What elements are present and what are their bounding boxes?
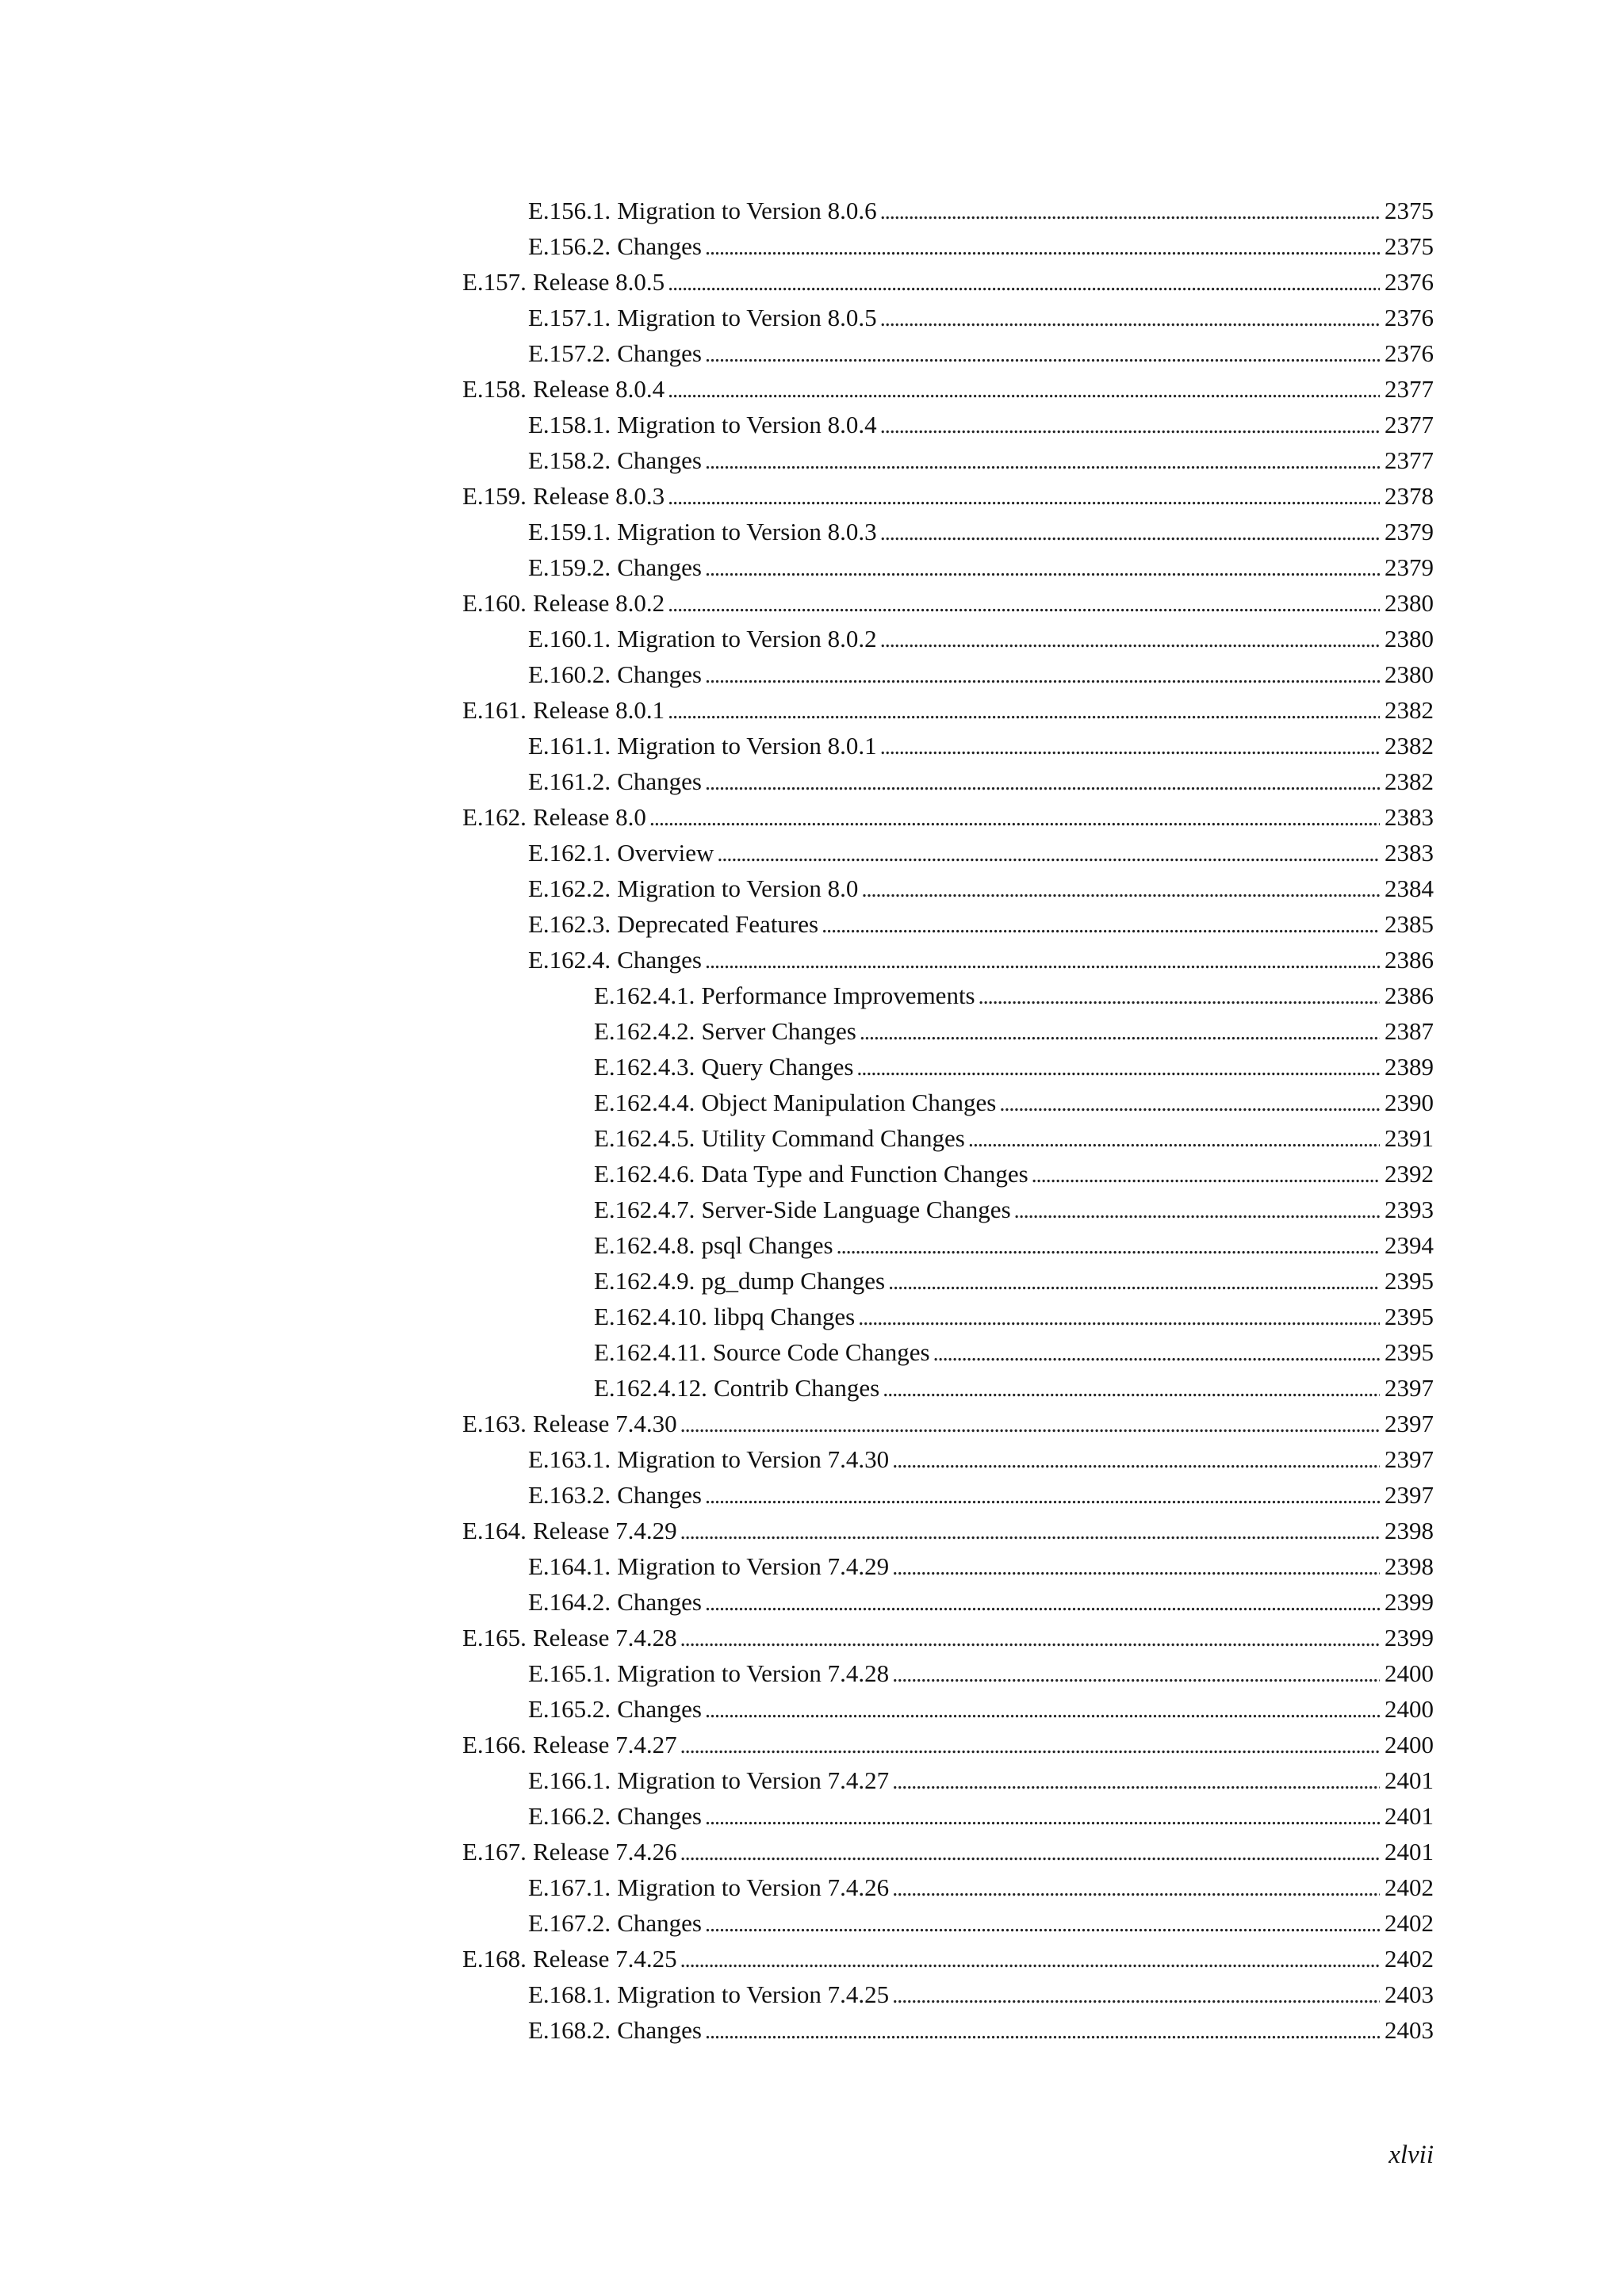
toc-entry-number: E.166.2. [528,1802,611,1830]
toc-entry-title: Utility Command Changes [701,1124,965,1152]
toc-dot-leader [892,1655,1380,1693]
toc-entry-page: 2380 [1385,625,1434,652]
toc-entry[interactable] [462,1156,1434,1192]
toc-entry-number: E.161.2. [528,767,611,795]
toc-entry-page: 2394 [1385,1231,1434,1259]
toc-entry[interactable] [462,656,1434,692]
toc-entry-page: 2377 [1385,375,1434,403]
toc-entry-title: pg_dump Changes [701,1267,886,1295]
toc-entry-title: Changes [617,339,702,367]
toc-entry[interactable] [462,300,1434,335]
toc-entry-number: E.167. [462,1838,527,1866]
toc-entry[interactable] [462,228,1434,264]
toc-dot-leader [1014,1192,1380,1229]
toc-dot-leader [933,1334,1380,1372]
toc-entry-page: 2399 [1385,1624,1434,1651]
toc-entry-title: Migration to Version 7.4.27 [617,1766,890,1794]
toc-entry-title: Release 8.0.1 [532,696,665,724]
toc-dot-leader [883,1370,1380,1407]
toc-entry-number: E.162.4.9. [594,1267,695,1295]
toc-entry[interactable] [462,1477,1434,1513]
toc-entry[interactable] [462,621,1434,656]
toc-entry-number: E.166.1. [528,1766,611,1794]
toc-dot-leader [668,478,1380,515]
toc-entry-number: E.165. [462,1624,527,1651]
toc-entry[interactable] [462,1976,1434,2012]
toc-dot-leader [680,1727,1380,1764]
toc-entry[interactable] [462,549,1434,585]
toc-entry-number: E.159.2. [528,553,611,581]
toc-entry[interactable] [462,728,1434,763]
toc-entry-page: 2402 [1385,1945,1434,1973]
toc-entry-number: E.159.1. [528,518,611,545]
toc-dot-leader [858,1299,1380,1336]
toc-entry-title: Migration to Version 7.4.30 [617,1445,890,1473]
toc-dot-leader [892,1976,1380,2014]
toc-entry[interactable] [462,978,1434,1013]
toc-entry[interactable] [462,799,1434,835]
table-of-contents [462,193,1434,2048]
toc-entry-page: 2397 [1385,1481,1434,1509]
toc-entry[interactable] [462,1299,1434,1334]
toc-dot-leader [680,1513,1380,1550]
toc-entry-title: Migration to Version 7.4.26 [617,1873,890,1901]
toc-dot-leader [705,1905,1380,1942]
page-number: xlvii [1388,2141,1434,2169]
toc-dot-leader [668,371,1380,408]
toc-entry-page: 2402 [1385,1873,1434,1901]
toc-dot-leader [705,335,1380,373]
toc-entry-title: Migration to Version 7.4.29 [617,1552,890,1580]
toc-entry-number: E.168.1. [528,1980,611,2008]
toc-entry[interactable] [462,1049,1434,1085]
toc-entry-page: 2395 [1385,1303,1434,1330]
toc-entry-page: 2380 [1385,660,1434,688]
toc-entry[interactable] [462,1941,1434,1976]
toc-dot-leader [668,692,1380,729]
toc-entry-number: E.164.1. [528,1552,611,1580]
toc-entry-number: E.162.4.10. [594,1303,707,1330]
toc-dot-leader [717,835,1380,872]
toc-entry[interactable] [462,1513,1434,1548]
toc-entry-number: E.166. [462,1731,527,1758]
toc-entry-number: E.164. [462,1517,527,1544]
toc-entry-number: E.157.2. [528,339,611,367]
toc-dot-leader [668,585,1380,622]
toc-dot-leader [705,2012,1380,2049]
toc-entry-title: Release 7.4.30 [532,1410,677,1437]
toc-entry[interactable] [462,407,1434,442]
toc-entry-page: 2403 [1385,1980,1434,2008]
toc-entry-page: 2375 [1385,232,1434,260]
toc-entry[interactable] [462,1406,1434,1441]
toc-dot-leader [668,264,1380,301]
toc-entry-number: E.163. [462,1410,527,1437]
toc-entry-title: Migration to Version 8.0.6 [617,197,877,224]
toc-entry[interactable] [462,1655,1434,1691]
toc-dot-leader [705,942,1380,979]
toc-entry-page: 2379 [1385,553,1434,581]
toc-entry-number: E.162.3. [528,910,611,938]
toc-entry-title: Changes [617,232,702,260]
toc-entry-number: E.165.2. [528,1695,611,1723]
toc-entry[interactable] [462,478,1434,514]
toc-entry-page: 2383 [1385,839,1434,867]
toc-entry[interactable] [462,1727,1434,1762]
toc-entry-title: Server-Side Language Changes [701,1196,1011,1223]
toc-entry[interactable] [462,835,1434,871]
toc-entry[interactable] [462,1798,1434,1834]
toc-entry[interactable] [462,1441,1434,1477]
toc-entry-page: 2379 [1385,518,1434,545]
toc-entry-page: 2385 [1385,910,1434,938]
toc-entry-page: 2390 [1385,1089,1434,1116]
toc-entry-page: 2387 [1385,1017,1434,1045]
toc-entry-title: Contrib Changes [713,1374,880,1402]
toc-entry-title: Query Changes [701,1053,854,1081]
toc-entry-page: 2395 [1385,1338,1434,1366]
toc-entry-number: E.160. [462,589,527,617]
toc-entry-page: 2383 [1385,803,1434,831]
toc-entry[interactable] [462,1869,1434,1905]
toc-dot-leader [892,1869,1380,1907]
toc-entry-title: Release 8.0 [532,803,646,831]
toc-entry-number: E.162.4.5. [594,1124,695,1152]
toc-entry-number: E.168.2. [528,2016,611,2044]
toc-entry-page: 2401 [1385,1766,1434,1794]
toc-entry-title: Release 7.4.29 [532,1517,677,1544]
toc-entry-number: E.167.2. [528,1909,611,1937]
toc-entry-page: 2377 [1385,411,1434,438]
toc-entry-number: E.164.2. [528,1588,611,1616]
toc-entry-number: E.162.4.2. [594,1017,695,1045]
toc-entry-title: Changes [617,446,702,474]
toc-entry-page: 2395 [1385,1267,1434,1295]
toc-entry-number: E.160.1. [528,625,611,652]
toc-entry[interactable] [462,1905,1434,1941]
toc-entry-title: Release 8.0.4 [532,375,665,403]
toc-entry-number: E.163.1. [528,1445,611,1473]
toc-entry-number: E.157.1. [528,304,611,331]
toc-entry-page: 2382 [1385,732,1434,760]
toc-entry[interactable] [462,264,1434,300]
toc-entry[interactable] [462,1584,1434,1620]
toc-dot-leader [892,1548,1380,1586]
toc-entry-title: Data Type and Function Changes [701,1160,1028,1188]
toc-entry-page: 2400 [1385,1731,1434,1758]
toc-entry-number: E.168. [462,1945,527,1973]
toc-entry-number: E.162.4.12. [594,1374,707,1402]
toc-dot-leader [861,871,1380,908]
toc-entry-page: 2376 [1385,268,1434,296]
toc-entry-title: Object Manipulation Changes [701,1089,997,1116]
toc-dot-leader [705,1477,1380,1514]
toc-entry-number: E.160.2. [528,660,611,688]
toc-entry-number: E.162.1. [528,839,611,867]
toc-entry-page: 2382 [1385,696,1434,724]
toc-entry[interactable] [462,2012,1434,2048]
toc-dot-leader [880,300,1380,337]
toc-entry-title: Source Code Changes [712,1338,930,1366]
toc-entry[interactable] [462,1370,1434,1406]
toc-entry-title: Release 7.4.28 [532,1624,677,1651]
toc-entry-page: 2384 [1385,874,1434,902]
toc-entry[interactable] [462,906,1434,942]
toc-dot-leader [1032,1156,1380,1193]
toc-dot-leader [880,728,1380,765]
toc-dot-leader [892,1762,1380,1800]
toc-entry-title: Changes [617,767,702,795]
toc-entry-page: 2397 [1385,1445,1434,1473]
toc-entry-number: E.162.4.11. [594,1338,707,1366]
toc-dot-leader [680,1834,1380,1871]
toc-entry-number: E.162.2. [528,874,611,902]
toc-dot-leader [979,978,1380,1015]
toc-entry[interactable] [462,1834,1434,1869]
toc-entry[interactable] [462,1227,1434,1263]
toc-dot-leader [680,1406,1380,1443]
toc-dot-leader [999,1085,1380,1122]
toc-dot-leader [705,656,1380,694]
toc-entry[interactable] [462,942,1434,978]
toc-dot-leader [968,1120,1380,1158]
toc-entry-page: 2377 [1385,446,1434,474]
toc-entry-page: 2392 [1385,1160,1434,1188]
toc-entry-title: Release 8.0.3 [532,482,665,510]
toc-entry-page: 2398 [1385,1517,1434,1544]
toc-entry-page: 2380 [1385,589,1434,617]
toc-entry-number: E.161.1. [528,732,611,760]
toc-entry[interactable] [462,1620,1434,1655]
toc-dot-leader [880,514,1380,551]
toc-dot-leader [680,1941,1380,1978]
toc-entry-page: 2376 [1385,339,1434,367]
toc-dot-leader [705,1584,1380,1621]
toc-entry[interactable] [462,692,1434,728]
toc-entry[interactable] [462,442,1434,478]
toc-entry-number: E.157. [462,268,527,296]
toc-entry-number: E.158.1. [528,411,611,438]
toc-entry-title: Overview [617,839,714,867]
toc-entry[interactable] [462,871,1434,906]
toc-dot-leader [705,549,1380,587]
toc-entry-title: Changes [617,553,702,581]
toc-entry-number: E.162.4.3. [594,1053,695,1081]
toc-entry-title: Changes [617,1481,702,1509]
toc-entry-title: Changes [617,1909,702,1937]
toc-entry-number: E.162.4. [528,946,611,974]
toc-entry-number: E.158. [462,375,527,403]
toc-entry-number: E.156.2. [528,232,611,260]
toc-dot-leader [892,1441,1380,1479]
toc-entry-number: E.162. [462,803,527,831]
toc-dot-leader [705,442,1380,480]
toc-dot-leader [888,1263,1380,1300]
toc-entry-title: Changes [617,2016,702,2044]
toc-entry[interactable] [462,371,1434,407]
toc-dot-leader [705,763,1380,801]
toc-entry-page: 2386 [1385,982,1434,1009]
toc-entry-number: E.162.4.4. [594,1089,695,1116]
toc-entry-number: E.158.2. [528,446,611,474]
toc-entry-page: 2376 [1385,304,1434,331]
toc-entry[interactable] [462,514,1434,549]
toc-entry-title: libpq Changes [713,1303,856,1330]
toc-entry-title: Server Changes [701,1017,856,1045]
toc-entry[interactable] [462,1192,1434,1227]
toc-dot-leader [860,1013,1380,1050]
toc-entry[interactable] [462,1263,1434,1299]
toc-entry-number: E.159. [462,482,527,510]
toc-dot-leader [880,193,1380,230]
toc-entry-page: 2382 [1385,767,1434,795]
toc-entry-page: 2397 [1385,1410,1434,1437]
toc-entry-number: E.162.4.1. [594,982,695,1009]
toc-entry-title: Migration to Version 8.0.3 [617,518,877,545]
toc-entry-page: 2399 [1385,1588,1434,1616]
toc-entry[interactable] [462,1120,1434,1156]
toc-dot-leader [856,1049,1380,1086]
toc-entry-title: Migration to Version 8.0.2 [617,625,877,652]
toc-entry-title: Migration to Version 8.0 [617,874,859,902]
toc-entry-title: Migration to Version 7.4.25 [617,1980,890,2008]
toc-entry-page: 2401 [1385,1838,1434,1866]
toc-entry-page: 2400 [1385,1695,1434,1723]
toc-dot-leader [880,621,1380,658]
toc-entry[interactable] [462,1334,1434,1370]
toc-entry-title: Release 7.4.25 [532,1945,677,1973]
toc-entry-page: 2402 [1385,1909,1434,1937]
toc-entry-page: 2386 [1385,946,1434,974]
toc-entry-page: 2398 [1385,1552,1434,1580]
toc-entry-title: Migration to Version 7.4.28 [617,1659,890,1687]
toc-entry-title: Changes [617,1695,702,1723]
toc-dot-leader [705,228,1380,266]
toc-entry-page: 2378 [1385,482,1434,510]
toc-entry[interactable] [462,1548,1434,1584]
toc-dot-leader [680,1620,1380,1657]
toc-entry-page: 2397 [1385,1374,1434,1402]
toc-dot-leader [837,1227,1380,1265]
toc-entry-title: Migration to Version 8.0.4 [617,411,877,438]
toc-entry-number: E.167.1. [528,1873,611,1901]
toc-entry[interactable] [462,1013,1434,1049]
toc-entry[interactable] [462,1085,1434,1120]
toc-entry-page: 2375 [1385,197,1434,224]
toc-entry-title: Release 8.0.5 [532,268,665,296]
toc-entry-title: Changes [617,660,702,688]
toc-entry-title: Migration to Version 8.0.1 [617,732,877,760]
toc-entry[interactable] [462,193,1434,228]
toc-entry-page: 2389 [1385,1053,1434,1081]
toc-entry-page: 2401 [1385,1802,1434,1830]
toc-entry[interactable] [462,763,1434,799]
toc-entry-title: Release 7.4.26 [532,1838,677,1866]
toc-entry-page: 2400 [1385,1659,1434,1687]
toc-entry-title: Changes [617,1588,702,1616]
toc-entry[interactable] [462,1691,1434,1727]
toc-dot-leader [880,407,1380,444]
toc-entry-number: E.163.2. [528,1481,611,1509]
toc-entry-number: E.162.4.8. [594,1231,695,1259]
toc-dot-leader [649,799,1380,836]
toc-dot-leader [705,1798,1380,1835]
toc-entry-number: E.165.1. [528,1659,611,1687]
toc-entry-number: E.161. [462,696,527,724]
toc-dot-leader [822,906,1380,943]
toc-entry-page: 2403 [1385,2016,1434,2044]
toc-entry-title: Performance Improvements [701,982,975,1009]
toc-entry[interactable] [462,585,1434,621]
toc-entry-title: Deprecated Features [617,910,819,938]
toc-dot-leader [705,1691,1380,1728]
toc-entry[interactable] [462,335,1434,371]
toc-entry-number: E.156.1. [528,197,611,224]
toc-entry-number: E.162.4.7. [594,1196,695,1223]
toc-entry-title: Release 7.4.27 [532,1731,677,1758]
toc-entry-page: 2393 [1385,1196,1434,1223]
toc-entry-number: E.162.4.6. [594,1160,695,1188]
toc-entry-title: Release 8.0.2 [532,589,665,617]
toc-entry-title: Changes [617,1802,702,1830]
toc-entry-title: psql Changes [701,1231,833,1259]
toc-entry-title: Migration to Version 8.0.5 [617,304,877,331]
toc-entry-title: Changes [617,946,702,974]
toc-entry[interactable] [462,1762,1434,1798]
toc-entry-page: 2391 [1385,1124,1434,1152]
